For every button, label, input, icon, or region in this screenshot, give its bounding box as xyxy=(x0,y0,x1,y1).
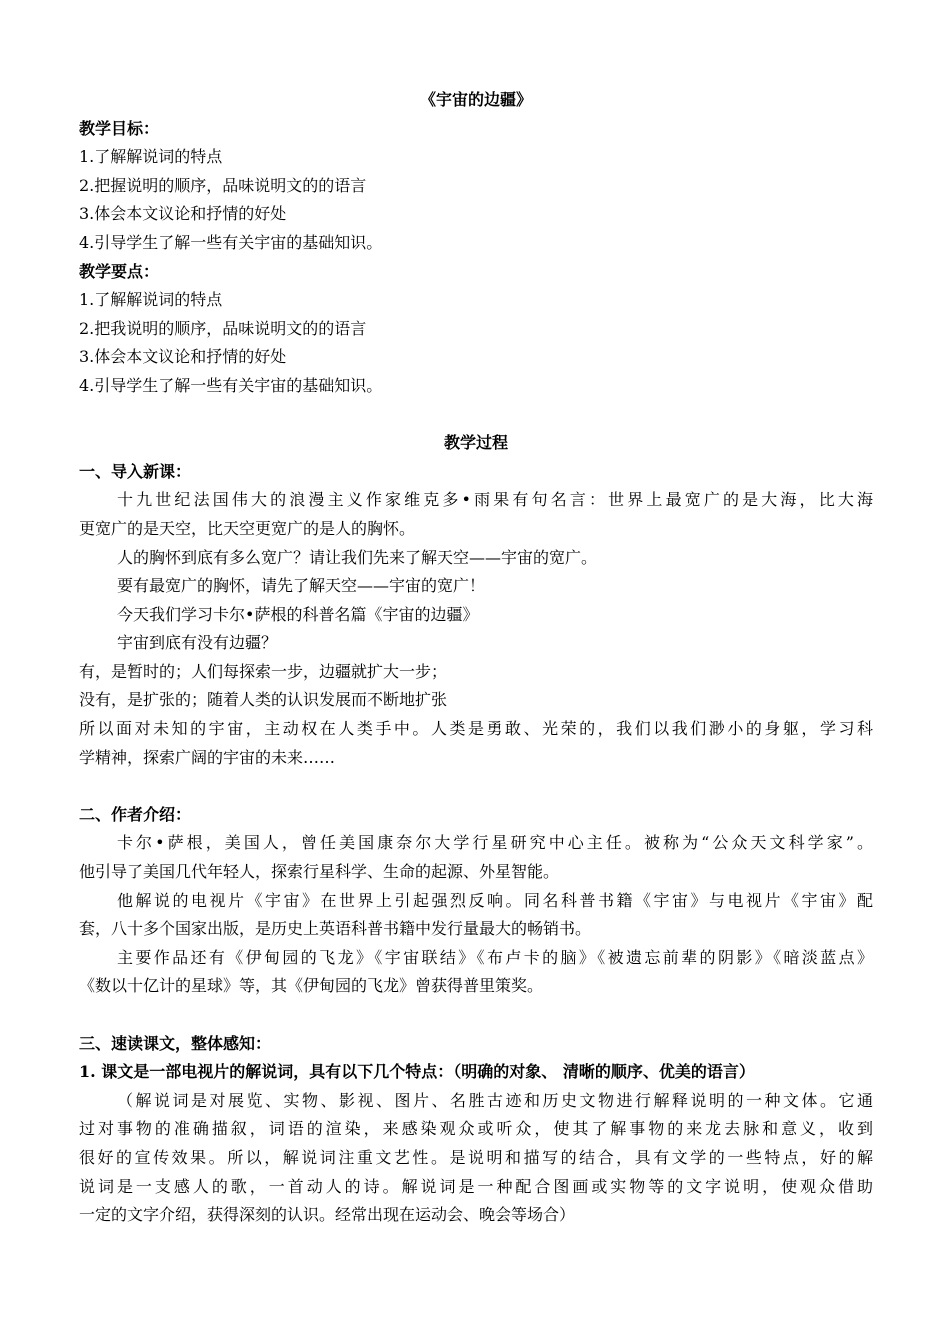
key-points-heading: 教学要点： xyxy=(79,261,160,281)
section3-heading: 三、速读课文，整体感知： xyxy=(79,1033,272,1053)
section1-heading: 一、导入新课： xyxy=(79,461,192,481)
section1-line: 要有最宽广的胸怀，请先了解天空——宇宙的宽广！ xyxy=(117,576,486,596)
section3-line: 很好的宣传效果。所以，解说词注重文艺性。是说明和描写的结合，具有文学的一些特点，好的解 xyxy=(79,1147,873,1167)
section2-line: 他引导了美国几代年轻人，探索行星科学、生命的起源、外星智能。 xyxy=(79,862,560,882)
section1-line: 有，是暂时的；人们每探索一步，边疆就扩大一步； xyxy=(79,661,448,681)
section2-line: 他解说的电视片《宇宙》在世界上引起强烈反响。同名科普书籍《宇宙》与电视片《宇宙》配 xyxy=(117,890,873,910)
spacer xyxy=(79,772,873,801)
section1-line: 更宽广的是天空，比天空更宽广的是人的胸怀。 xyxy=(79,518,416,538)
section1-line: 宇宙到底有没有边疆？ xyxy=(117,633,278,653)
section3-line: 过对事物的准确描叙，词语的渲染，来感染观众或听众，使其了解事物的来龙去脉和意义，收到 xyxy=(79,1119,873,1139)
objectives-heading: 教学目标： xyxy=(79,118,160,138)
objective-item: 4.引导学生了解一些有关宇宙的基础知识。 xyxy=(79,232,383,252)
section2-heading: 二、作者介绍： xyxy=(79,804,192,824)
key-point-item: 2.把我说明的顺序，品味说明文的的语言 xyxy=(79,318,367,338)
objective-item: 2.把握说明的顺序，品味说明文的的语言 xyxy=(79,175,367,195)
section1-line: 今天我们学习卡尔•萨根的科普名篇《宇宙的边疆》 xyxy=(117,604,479,624)
section2-line: 主要作品还有《伊甸园的飞龙》《宇宙联结》《布卢卡的脑》《被遗忘前辈的阴影》《暗淡蓝点》 xyxy=(117,947,873,967)
section3-line: 说词是一支感人的歌，一首动人的诗。解说词是一种配合图画或实物等的文字说明，使观众借助 xyxy=(79,1176,873,1196)
objective-item: 1.了解解说词的特点 xyxy=(79,147,223,167)
section3-line: 一定的文字介绍，获得深刻的认识。经常出现在运动会、晚会等场合） xyxy=(79,1205,576,1225)
document-page xyxy=(79,86,873,1230)
section2-line: 卡尔•萨根，美国人，曾任美国康奈尔大学行星研究中心主任。被称为“公众天文科学家”。 xyxy=(117,833,873,853)
process-title: 教学过程 xyxy=(443,433,508,453)
section1-line: 所以面对未知的宇宙，主动权在人类手中。人类是勇敢、光荣的，我们以我们渺小的身躯，学习科 xyxy=(79,719,873,739)
section1-line: 没有，是扩张的；随着人类的认识发展而不断地扩张 xyxy=(79,690,448,710)
section2-line: 《数以十亿计的星球》等，其《伊甸园的飞龙》曾获得普里策奖。 xyxy=(79,976,544,996)
section2-line: 套，八十多个国家出版，是历史上英语科普书籍中发行量最大的畅销书。 xyxy=(79,919,592,939)
objective-item: 3.体会本文议论和抒情的好处 xyxy=(79,204,287,224)
section3-point1: 1. 课文是一部电视片的解说词，具有以下几个特点：（明确的对象、 清晰的顺序、优美的语言） xyxy=(79,1062,755,1082)
document-title: 《宇宙的边疆》 xyxy=(419,90,532,109)
spacer xyxy=(79,401,873,430)
key-point-item: 4.引导学生了解一些有关宇宙的基础知识。 xyxy=(79,375,383,395)
key-point-item: 3.体会本文议论和抒情的好处 xyxy=(79,347,287,367)
key-point-item: 1.了解解说词的特点 xyxy=(79,290,223,310)
section3-line: （解说词是对展览、实物、影视、图片、名胜古迹和历史文物进行解释说明的一种文体。它通 xyxy=(117,1090,873,1110)
section1-line: 人的胸怀到底有多么宽广？请让我们先来了解天空——宇宙的宽广。 xyxy=(117,547,598,567)
section1-line: 十九世纪法国伟大的浪漫主义作家维克多•雨果有句名言：世界上最宽广的是大海，比大海 xyxy=(117,490,873,510)
spacer xyxy=(79,1001,873,1030)
section1-line: 学精神，探索广阔的宇宙的未来…… xyxy=(79,747,336,767)
